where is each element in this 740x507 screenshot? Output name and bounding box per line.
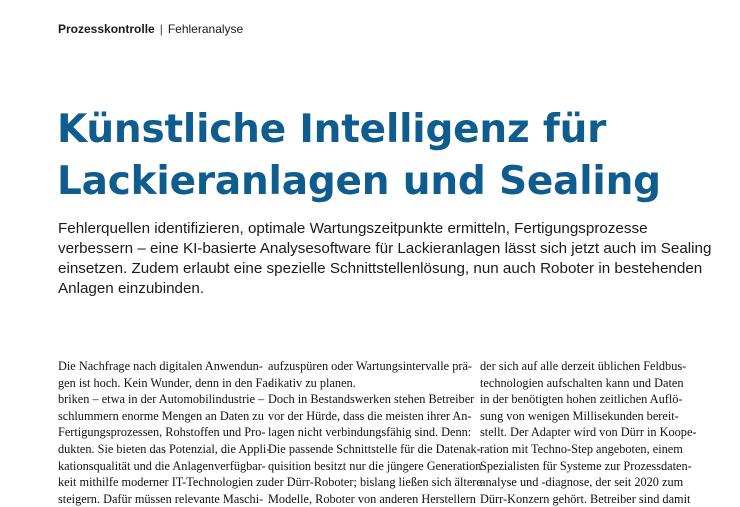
lead-line: Fehlerquellen identifizieren, optimale Wartungszeitpunkte ermitteln, Fertigungsprozesse [58,220,648,237]
body-line: kationsqualität und die Anlagenverfügbar- [58,458,266,473]
body-column-3 [480,358,697,507]
title-line: Lackieranlagen und Sealing [57,159,661,204]
body-line: Die Nachfrage nach digitalen Anwendun- [58,359,263,373]
body-line: in der benötigten hohen zeitlichen Auflö- [480,392,683,407]
body-line: analyse und -diagnose, der seit 2020 zum [480,475,684,490]
page-header [58,21,243,37]
body-line: schlummern enorme Mengen an Daten zu [58,408,264,423]
subsection-label: Fehleranalyse [167,22,244,36]
body-line: dukten. Sie bieten das Potenzial, die Appli- [58,441,271,456]
body-line: gen ist hoch. Kein Wunder, denn in den Fa- [58,375,272,390]
section-label: Prozesskontrolle [58,22,155,36]
body-line: dikativ zu planen. [268,375,356,390]
body-line: sung von wenigen Millisekunden bereit- [480,408,679,423]
body-line: stellt. Der Adapter wird von Dürr in Koope- [480,425,697,440]
title-line: Künstliche Intelligenz für [57,107,607,152]
body-line: Dürr-Konzern gehört. Betreiber sind damit [480,491,691,506]
body-column-1 [58,358,272,507]
body-line: quisition besitzt nur die jüngere Generation [268,458,482,473]
body-line: lagen nicht verbindungsfähig sind. Denn: [268,425,472,440]
body-line: Doch in Bestandswerken stehen Betreiber [268,392,475,407]
body-line: Die passende Schnittstelle für die Datenak- [268,441,481,456]
body-line: Spezialisten für Systeme zur Prozessdaten- [480,458,692,473]
body-line: vor der Hürde, dass die meisten ihrer An- [268,408,472,423]
article-title [57,104,661,208]
body-line: ration mit Techno-Step angeboten, einem [480,441,683,456]
body-line: der Dürr-Roboter; bislang ließen sich ältere [268,475,482,490]
body-line: Modelle, Roboter von anderen Herstellern [268,491,476,506]
lead-line: einsetzen. Zudem erlaubt eine spezielle Schnittstellenlösung, nun auch Roboter in bestehenden [58,260,703,277]
body-line: aufzuspüren oder Wartungsintervalle prä- [268,359,472,373]
body-line: Fertigungsprozessen, Rohstoffen und Pro- [58,425,266,440]
header-separator: | [159,22,163,36]
body-column-2 [268,358,482,507]
lead-line: verbessern – eine KI-basierte Analysesoftware für Lackieranlagen lässt sich jetzt auch im Sealing [58,240,712,257]
body-line: steigern. Dafür müssen relevante Maschi- [58,491,264,506]
article-lead [58,219,712,299]
body-line: keit mithilfe moderner IT-Technologien zu [58,475,268,490]
lead-line: Anlagen einzubinden. [58,280,205,297]
body-line: der sich auf alle derzeit üblichen Feldbus- [480,359,687,373]
body-line: technologien aufschalten kann und Daten [480,375,684,390]
body-line: briken – etwa in der Automobilindustrie – [58,392,265,407]
